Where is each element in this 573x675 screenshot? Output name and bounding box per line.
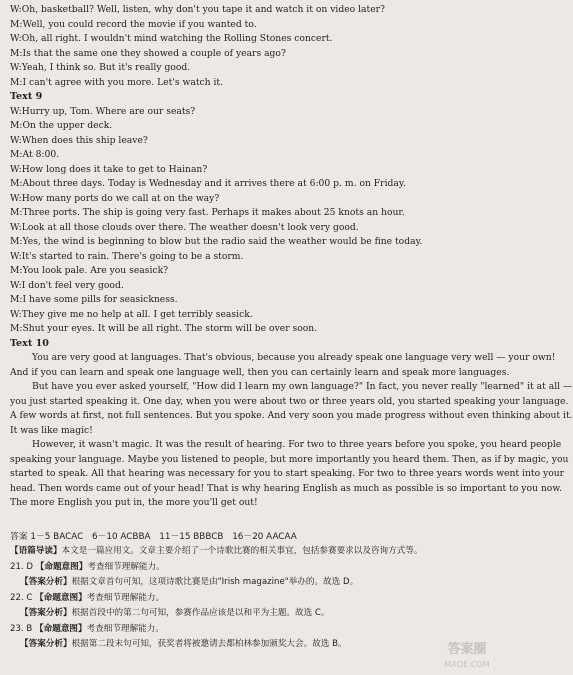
dialogue-line: W:How long does it take to get to Hainan? [10,163,208,175]
watermark-logo [438,637,496,671]
dialogue-line: W:When does this ship leave? [10,134,148,146]
intent-label: 【命题意图】 [35,562,88,572]
dialogue-line: W:How many ports do we call at on the way? [10,192,220,204]
passage-line: The more English you put in, the more you'll get out! [10,497,258,508]
intent-text: 考查细节理解能力。 [86,624,164,634]
passage-line: But have you ever asked yourself, "How did I learn my own language?" In fact, you never really "learned" it at all — [32,381,573,392]
dialogue-line: M:Yes, the wind is beginning to blow but the radio said the weather would be fine today. [10,236,423,247]
question-number: 21. D [10,562,34,572]
guide-text: 本文是一篇应用文。文章主要介绍了一个诗歌比赛的相关事宜，包括参赛要求以及咨询方式等。 [61,546,423,556]
dialogue-line: W:Oh, basketball? Well, listen, why don't you tape it and watch it on video later? [10,4,385,15]
dialogue-line: W:They give me no help at all. I get terribly seasick. [10,308,253,320]
dialogue-line: W:Yeah, I think so. But it's really good. [10,62,191,73]
dialogue-line: W:Look at all those clouds over there. The weather doesn't look very good. [10,221,359,233]
passage-line: It was like magic! [10,424,93,436]
passage-line: And if you can learn and speak one language well, then you can certainly learn and speak more languages. [10,366,510,378]
question-22-header [10,592,494,604]
question-21-analysis [10,576,494,588]
passage-line: You are very good at languages. That's obvious, because you already speak one language very well — your own! [32,352,556,363]
dialogue-line: M:I have some pills for seasickness. [10,294,178,305]
question-22-analysis [10,607,494,619]
dialogue-line: M:About three days. Today is Wednesday and it arrives there at 6:00 p. m. on Friday. [10,178,406,189]
passage-line: A few words at first, not full sentences. But you spoke. And very soon you made progress without even thinking about it. [10,410,573,421]
watermark-text: 答案圈 [447,642,487,657]
question-23-header [10,623,494,635]
dialogue-line: M:Three ports. The ship is going very fast. Perhaps it makes about 25 knots an hour. [10,207,405,218]
passage-line: head. Then words came out of your head! That is why hearing English as much as possible is so important to you now. [10,482,563,494]
dialogue-line: M:Well, you could record the movie if you wanted to. [10,18,257,30]
passage-line: speaking your language. Maybe you listened to people, but more importantly you heard them. Then, as if by magic, you [10,453,569,465]
intent-label: 【命题意图】 [35,624,87,634]
dialogue-line: W:It's started to rain. There's going to be a storm. [10,250,244,262]
watermark-domain: MXQE.COM [444,660,490,669]
analysis-text: 根据第二段末句可知，获奖者将被邀请去都柏林参加颁奖大会。故选 B。 [71,639,347,649]
question-number: 22. C [10,593,33,603]
analysis-label: 【答案分析】 [20,639,72,649]
dialogue-line: W:I don't feel very good. [10,279,124,291]
intent-text: 考查细节理解能力。 [86,593,165,603]
analysis-text: 根据文章首句可知，这项诗歌比赛是由"Irish magazine"举办的。故选 D。 [71,577,359,587]
section-heading: Text 10 [10,337,49,349]
guide-line [10,545,494,557]
dialogue-line: M:You look pale. Are you seasick? [10,265,169,276]
dialogue-line: M:Is that the same one they showed a couple of years ago? [10,47,286,59]
dialogue-line: M:I can't agree with you more. Let's watch it. [10,76,224,88]
intent-label: 【命题意图】 [35,593,87,603]
guide-label: 【语篇导读】 [10,546,62,556]
analysis-label: 【答案分析】 [20,608,72,618]
passage-line: you just started speaking it. One day, when you were about two or three years old, you started speaking your language. [10,395,569,407]
analysis-label: 【答案分析】 [20,577,72,587]
dialogue-line: M:At 8:00. [10,149,60,160]
question-number: 23. B [10,624,33,634]
dialogue-line: W:Oh, all right. I wouldn't mind watching the Rolling Stones concert. [10,33,333,44]
answer-line: 答案 1－5 BACAC 6－10 ACBBA 11－15 BBBCB 16－20 AACAA [10,532,297,542]
intent-text: 考查细节理解能力。 [87,562,165,572]
question-21-header [10,561,494,573]
passage-line: However, it wasn't magic. It was the result of hearing. For two to three years before you spoke, you heard people [32,439,562,450]
dialogue-line: M:Shut your eyes. It will be all right. The storm will be over soon. [10,323,318,334]
section-heading: Text 9 [10,91,43,102]
dialogue-line: W:Hurry up, Tom. Where are our seats? [10,105,196,117]
dialogue-line: M:On the upper deck. [10,120,113,131]
passage-line: started to speak. All that hearing was necessary for you to start speaking. For two to three years words went into your [10,468,565,479]
analysis-text: 根据首段中的第二句可知，参赛作品应该是以和平为主题。故选 C。 [71,608,330,618]
question-23-analysis [10,638,494,650]
